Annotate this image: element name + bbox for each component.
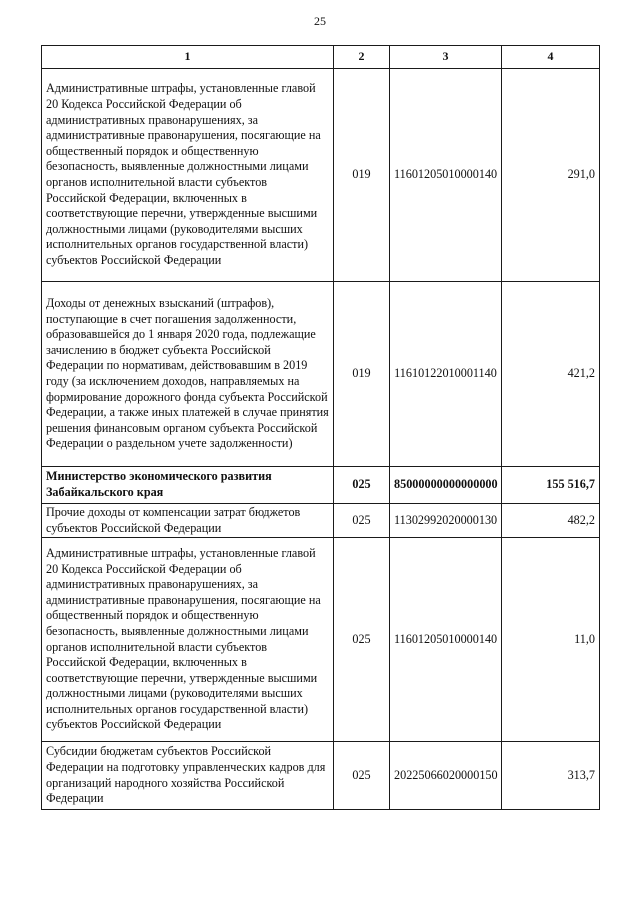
row-admin-code: 019 (334, 69, 390, 282)
row-budget-code: 11302992020000130 (390, 504, 502, 538)
budget-revenue-table (41, 45, 600, 810)
row-description: Субсидии бюджетам субъектов Российской Федерации на подготовку управленческих кадров для организаций народного хозяйства Российской Федерации (42, 742, 334, 810)
row-description: Административные штрафы, установленные главой 20 Кодекса Российской Федерации об административных правонарушениях, за административные правонарушения, посягающие на общественный порядок и общественную безопасность, выявленные должностными лицами органов исполнительной власти субъектов Российской Федерации, включенных в соответствующие перечни, утвержденные высшими должностными лицами (руководителями высших исполнительных органов государственной власти) субъектов Российской Федерации (42, 69, 334, 282)
table-row (42, 69, 600, 282)
table-header-row (42, 46, 600, 69)
row-amount: 291,0 (502, 69, 600, 282)
row-admin-code: 025 (334, 742, 390, 810)
row-description: Министерство экономического развития Забайкальского края (42, 467, 334, 504)
column-header-budget-code: 3 (390, 46, 502, 69)
row-description: Административные штрафы, установленные главой 20 Кодекса Российской Федерации об административных правонарушениях, за административные правонарушения, посягающие на общественный порядок и общественную безопасность, выявленные должностными лицами органов исполнительной власти субъектов Российской Федерации, включенных в соответствующие перечни, утвержденные высшими должностными лицами (руководителями высших исполнительных органов государственной власти) субъектов Российской Федерации (42, 538, 334, 742)
table-row (42, 538, 600, 742)
table-row (42, 282, 600, 467)
table-row (42, 467, 600, 504)
row-budget-code: 85000000000000000 (390, 467, 502, 504)
row-budget-code: 11610122010001140 (390, 282, 502, 467)
row-description: Доходы от денежных взысканий (штрафов), поступающие в счет погашения задолженности, образовавшейся до 1 января 2020 года, подлежащие зачислению в бюджет субъекта Российской Федерации по нормативам, действовавшим в 2019 году (за исключением доходов, направляемых на формирование дорожного фонда субъекта Российской Федерации, а также иных платежей в случае принятия решения финансовым органом субъекта Российской Федерации о раздельном учете задолженности) (42, 282, 334, 467)
table-row (42, 504, 600, 538)
row-amount: 11,0 (502, 538, 600, 742)
row-admin-code: 019 (334, 282, 390, 467)
row-budget-code: 20225066020000150 (390, 742, 502, 810)
column-header-amount: 4 (502, 46, 600, 69)
column-header-admin-code: 2 (334, 46, 390, 69)
row-budget-code: 11601205010000140 (390, 538, 502, 742)
row-amount: 155 516,7 (502, 467, 600, 504)
column-header-description: 1 (42, 46, 334, 69)
table-row (42, 742, 600, 810)
row-amount: 482,2 (502, 504, 600, 538)
row-admin-code: 025 (334, 504, 390, 538)
row-budget-code: 11601205010000140 (390, 69, 502, 282)
row-amount: 313,7 (502, 742, 600, 810)
row-admin-code: 025 (334, 538, 390, 742)
page-number: 25 (314, 14, 326, 28)
row-description: Прочие доходы от компенсации затрат бюджетов субъектов Российской Федерации (42, 504, 334, 538)
row-admin-code: 025 (334, 467, 390, 504)
row-amount: 421,2 (502, 282, 600, 467)
